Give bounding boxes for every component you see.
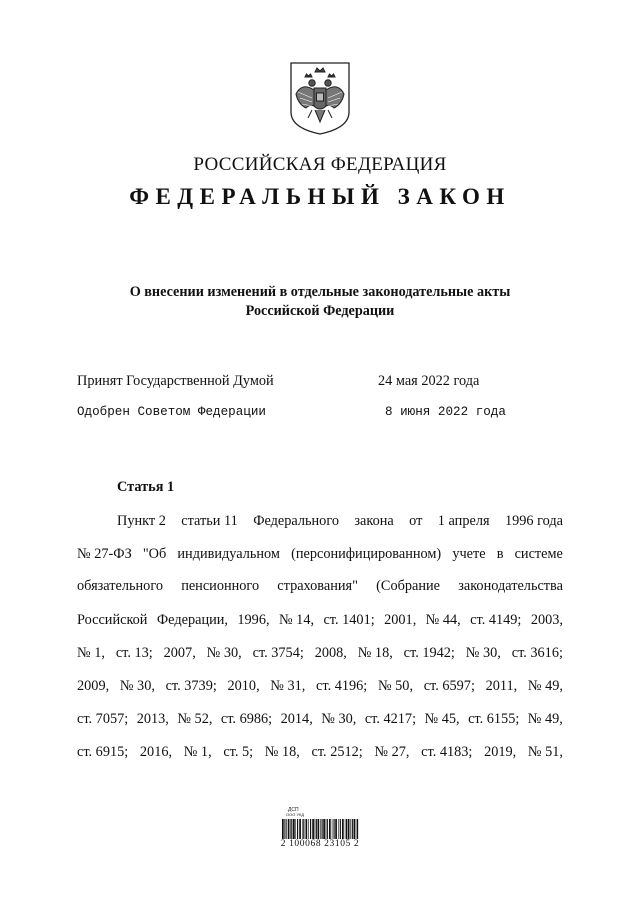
article-word: статьи 11 [181,513,238,529]
article-word: 2019, [484,744,517,760]
article-word: обязательного [77,578,163,594]
article-word: 2013, [136,711,169,727]
article-word: индивидуальном [177,546,280,562]
article-word: № 49, [527,678,563,694]
article-word: ст. 5; [223,744,254,760]
article-word: № 1, [183,744,212,760]
article-text-line [117,513,563,530]
duma-adoption-label: Принят Государственной Думой [77,373,274,389]
article-word: 2009, [77,678,110,694]
article-word: № 18, [357,645,393,661]
article-word: "Об [142,546,167,562]
article-word: 2001, [384,612,417,628]
article-word: № 49, [527,711,563,727]
article-text-line [77,711,563,728]
article-word: от [409,513,423,529]
article-text-line [77,612,563,629]
svg-text:ДСП: ДСП [288,807,299,813]
article-word: Пункт 2 [117,513,166,529]
article-word: ст. 4196; [316,678,368,694]
country-name: РОССИЙСКАЯ ФЕДЕРАЦИЯ [193,154,447,175]
article-word: ст. 6986; [220,711,273,727]
article-word: 2010, [227,678,260,694]
article-word: закона [354,513,394,529]
article-word: № 27, [374,744,410,760]
article-word: ст. 6597; [423,678,475,694]
article-word: (персонифицированном) [291,546,442,562]
article-text-line [77,678,563,695]
article-word: ст. 2512; [311,744,363,760]
article-word: (Собрание [376,578,441,594]
document-type: ФЕДЕРАЛЬНЫЙ ЗАКОН [129,184,511,209]
article-word: № 52, [177,711,213,727]
article-word: Российской [77,612,148,628]
article-word: ст. 6155; [468,711,520,727]
article-word: ст. 3754; [252,645,304,661]
article-word: Федерации, [156,612,228,628]
article-word: 1996 года [504,513,563,529]
article-word: 2016, [139,744,173,760]
article-word: 1996, [237,612,270,628]
law-title [60,283,580,321]
article-word: № 30, [321,711,357,727]
article-word: ст. 4149; [470,612,522,628]
law-title-line-1: О внесении изменений в отдельные законодательные акты [129,284,511,300]
article-word: 2008, [314,645,347,661]
russian-coat-of-arms-icon [288,60,352,136]
article-word: № 51, [527,744,563,760]
article-word: № 1, [77,645,105,661]
article-word: ст. 13; [115,645,153,661]
duma-adoption-date: 24 мая 2022 года [378,373,480,389]
article-text-line [77,744,563,761]
article-word: № 45, [424,711,460,727]
article-word: ст. 4217; [364,711,417,727]
article-word: № 27-ФЗ [77,546,132,562]
barcode-number: 2 100068 23105 2 [280,839,360,849]
article-word: 2007, [163,645,196,661]
article-word: ст. 3616; [511,645,563,661]
article-word: № 31, [270,678,306,694]
article-word: системе [514,546,563,562]
article-word: № 18, [264,744,300,760]
article-word: № 30, [119,678,155,694]
article-word: законодательства [458,578,563,594]
council-approval-date: 8 июня 2022 года [385,405,506,419]
article-word: ст. 3739; [165,678,217,694]
article-text-line [77,578,563,595]
law-title-line-2: Российской Федерации [245,303,395,319]
article-word: 1 апреля [437,513,490,529]
article-heading: Статья 1 [117,479,175,495]
council-approval-label: Одобрен Советом Федерации [77,405,266,419]
article-word: ст. 7057; [77,711,129,727]
article-word: ст. 1401; [323,612,375,628]
article-text-line [77,645,563,662]
svg-text:ООО УКД: ООО УКД [286,812,305,817]
article-word: ст. 4183; [421,744,473,760]
article-word: ст. 6915; [77,744,129,760]
article-word: Федерального [253,513,339,529]
article-word: пенсионного [181,578,260,594]
article-word: учете [452,546,486,562]
article-word: № 30, [206,645,242,661]
article-word: страхования" [277,578,358,594]
article-word: 2011, [485,678,518,694]
article-word: 2014, [280,711,313,727]
article-word: 2003, [530,612,563,628]
article-word: № 50, [377,678,414,694]
article-text-line [77,546,563,563]
article-word: в [496,546,504,562]
article-word: № 14, [278,612,315,628]
article-word: № 30, [465,645,501,661]
article-word: ст. 1942; [403,645,455,661]
article-word: № 44, [425,612,461,628]
